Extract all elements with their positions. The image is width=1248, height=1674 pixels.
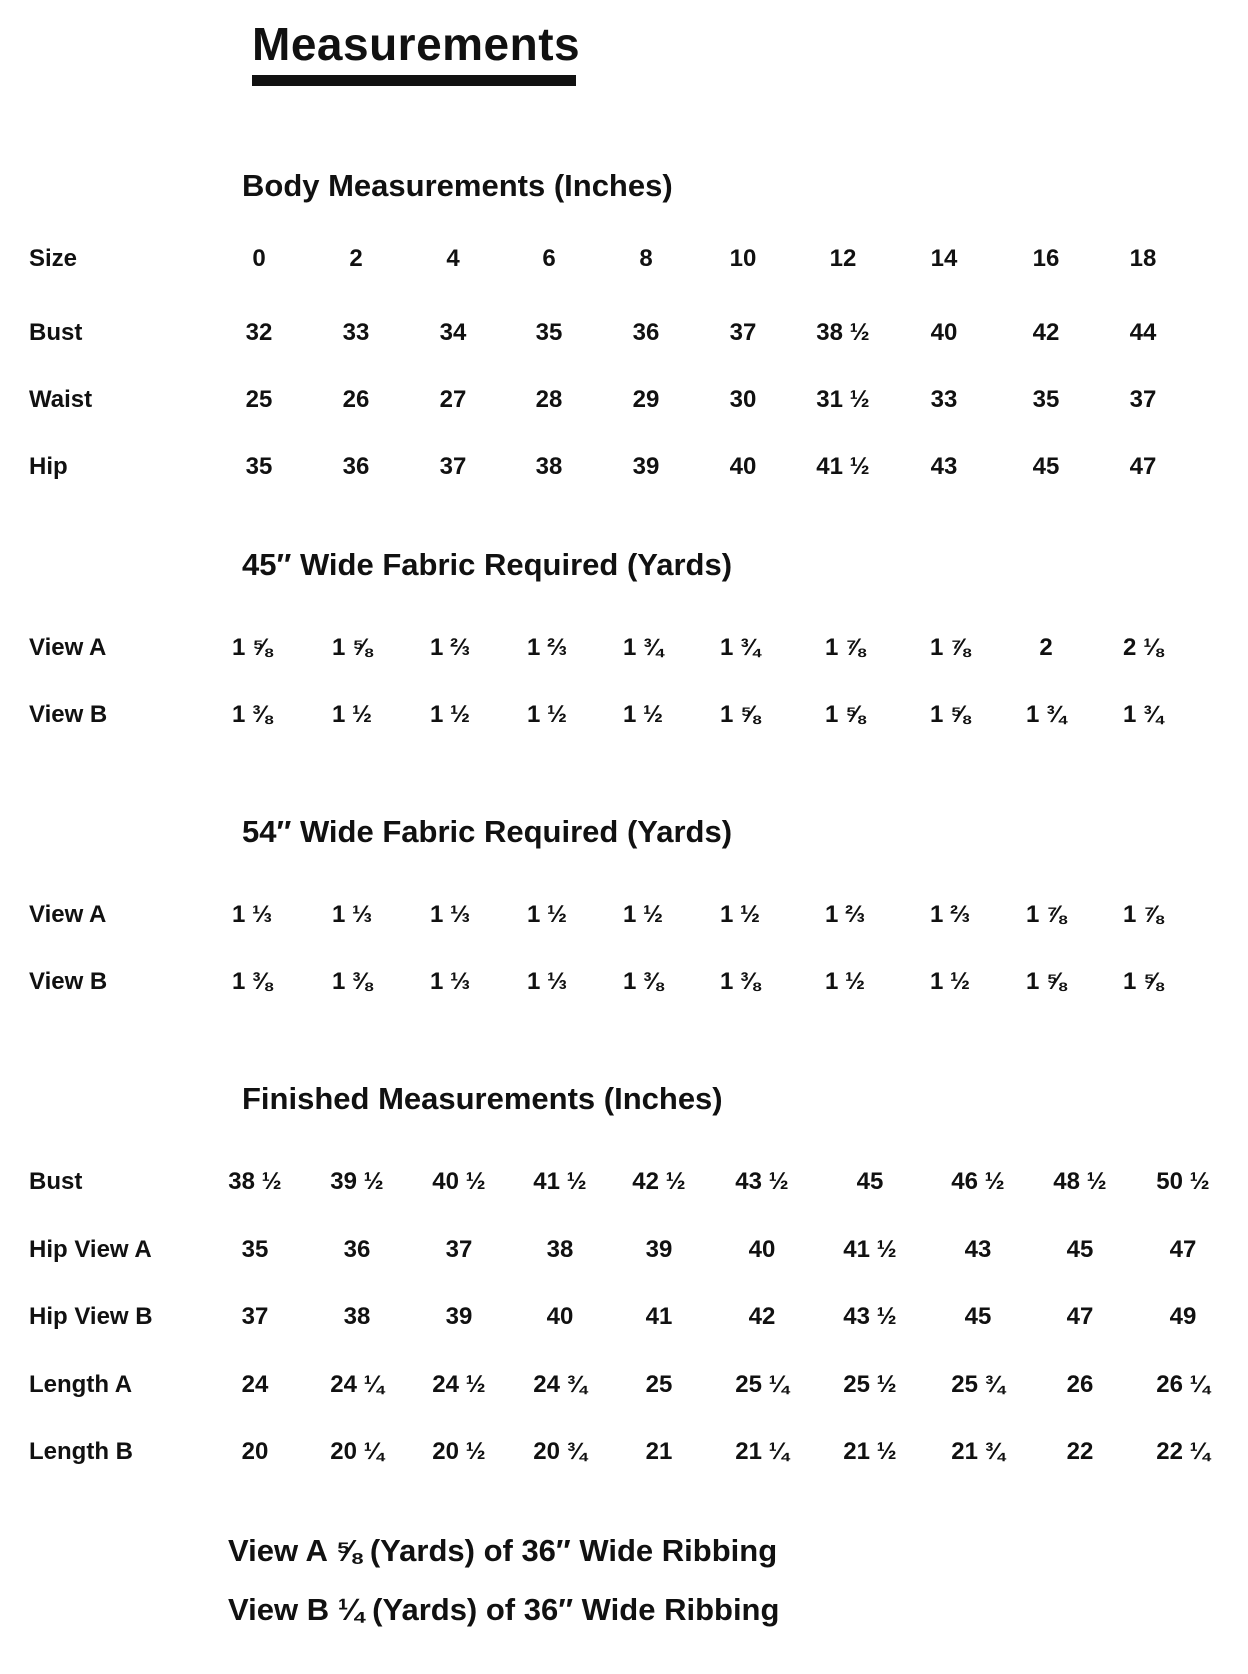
- fabric-54-cell: 1 ½: [929, 968, 971, 995]
- body-cell: 4: [446, 245, 460, 272]
- body-cell: 34: [439, 319, 467, 346]
- fabric-45-row-label: View A: [29, 634, 107, 661]
- fabric-45-cell: 1 ¾: [1025, 701, 1067, 728]
- finished-cell: 43 ½: [843, 1303, 897, 1330]
- finished-cell: 21 ¾: [951, 1438, 1005, 1465]
- ribbing-view-b: View B ¼ (Yards) of 36″ Wide Ribbing: [228, 1592, 780, 1627]
- fabric-45-cell: 1 ⅝: [929, 701, 971, 728]
- finished-cell: 47: [1169, 1236, 1197, 1263]
- fabric-45-heading: 45″ Wide Fabric Required (Yards): [242, 547, 733, 582]
- finished-cell: 41 ½: [843, 1236, 897, 1263]
- fabric-45-cell: 1 ⅜: [231, 701, 273, 728]
- finished-cell: 46 ½: [951, 1168, 1005, 1195]
- body-cell: 33: [342, 319, 370, 346]
- finished-cell: 41: [645, 1303, 673, 1330]
- finished-row-label: Length A: [29, 1371, 133, 1398]
- fabric-54-cell: 1 ½: [719, 901, 761, 928]
- finished-cell: 39: [645, 1236, 673, 1263]
- fabric-45-cell: 1 ⅞: [824, 634, 866, 661]
- finished-cell: 36: [343, 1236, 371, 1263]
- finished-cell: 20: [241, 1438, 269, 1465]
- fabric-54-cell: 1 ⅔: [929, 901, 971, 928]
- fabric-45-cell: 1 ¾: [719, 634, 761, 661]
- finished-cell: 21: [645, 1438, 673, 1465]
- fabric-54-cell: 1 ⅝: [1122, 968, 1164, 995]
- finished-cell: 24 ¼: [330, 1371, 384, 1398]
- fabric-45-cell: 1 ⅝: [719, 701, 761, 728]
- fabric-54-cell: 1 ⅓: [526, 968, 568, 995]
- body-cell: 10: [729, 245, 757, 272]
- body-cell: 35: [535, 319, 563, 346]
- fabric-45-cell: 2: [1039, 634, 1053, 661]
- fabric-45-cell: 1 ⅔: [526, 634, 568, 661]
- fabric-54-row-label: View B: [29, 968, 108, 995]
- fabric-45-cell: 1 ½: [331, 701, 373, 728]
- finished-cell: 45: [1066, 1236, 1094, 1263]
- finished-cell: 24 ¾: [533, 1371, 587, 1398]
- body-cell: 37: [1129, 386, 1157, 413]
- title-underline: [252, 75, 576, 86]
- body-cell: 26: [342, 386, 370, 413]
- body-cell: 0: [252, 245, 266, 272]
- finished-row-label: Bust: [29, 1168, 83, 1195]
- body-cell: 37: [729, 319, 757, 346]
- body-cell: 29: [632, 386, 660, 413]
- fabric-54-cell: 1 ½: [526, 901, 568, 928]
- finished-cell: 21 ½: [843, 1438, 897, 1465]
- body-cell: 36: [632, 319, 660, 346]
- finished-cell: 24: [241, 1371, 269, 1398]
- finished-cell: 40: [748, 1236, 776, 1263]
- finished-cell: 43: [964, 1236, 992, 1263]
- finished-cell: 26 ¼: [1156, 1371, 1210, 1398]
- finished-cell: 26: [1066, 1371, 1094, 1398]
- body-cell: 33: [930, 386, 958, 413]
- finished-cell: 42 ½: [632, 1168, 686, 1195]
- fabric-45-cell: 1 ⅝: [331, 634, 373, 661]
- body-cell: 41 ½: [816, 453, 870, 480]
- finished-cell: 39: [445, 1303, 473, 1330]
- fabric-54-cell: 1 ⅓: [429, 968, 471, 995]
- fabric-54-cell: 1 ½: [824, 968, 866, 995]
- body-cell: 44: [1129, 319, 1157, 346]
- finished-cell: 24 ½: [432, 1371, 486, 1398]
- body-measurements-heading: Body Measurements (Inches): [242, 168, 673, 203]
- fabric-45-cell: 1 ¾: [1122, 701, 1164, 728]
- body-cell: 14: [930, 245, 958, 272]
- body-cell: 6: [542, 245, 556, 272]
- body-row-label: Hip: [29, 453, 68, 480]
- finished-cell: 38 ½: [228, 1168, 282, 1195]
- body-cell: 39: [632, 453, 660, 480]
- finished-cell: 22 ¼: [1156, 1438, 1210, 1465]
- fabric-54-cell: 1 ⅝: [1025, 968, 1067, 995]
- body-cell: 35: [245, 453, 273, 480]
- fabric-45-row-label: View B: [29, 701, 108, 728]
- body-cell: 12: [829, 245, 857, 272]
- finished-cell: 20 ½: [432, 1438, 486, 1465]
- fabric-45-cell: 2 ⅛: [1122, 634, 1164, 661]
- fabric-54-cell: 1 ⅓: [231, 901, 273, 928]
- fabric-45-cell: 1 ⅝: [231, 634, 273, 661]
- finished-cell: 21 ¼: [735, 1438, 789, 1465]
- finished-measurements-heading: Finished Measurements (Inches): [242, 1081, 723, 1116]
- body-cell: 36: [342, 453, 370, 480]
- finished-row-label: Hip View A: [29, 1236, 152, 1263]
- finished-cell: 38: [343, 1303, 371, 1330]
- finished-cell: 25 ¾: [951, 1371, 1005, 1398]
- fabric-54-cell: 1 ⅜: [331, 968, 373, 995]
- fabric-45-cell: 1 ½: [526, 701, 568, 728]
- fabric-54-cell: 1 ½: [622, 901, 664, 928]
- body-cell: 27: [439, 386, 467, 413]
- fabric-54-cell: 1 ⅔: [824, 901, 866, 928]
- finished-cell: 50 ½: [1156, 1168, 1210, 1195]
- finished-cell: 43 ½: [735, 1168, 789, 1195]
- fabric-45-cell: 1 ½: [622, 701, 664, 728]
- finished-cell: 40: [546, 1303, 574, 1330]
- finished-cell: 25 ¼: [735, 1371, 789, 1398]
- body-cell: 38 ½: [816, 319, 870, 346]
- body-cell: 45: [1032, 453, 1060, 480]
- fabric-54-cell: 1 ⅓: [429, 901, 471, 928]
- body-row-label: Bust: [29, 319, 83, 346]
- finished-cell: 41 ½: [533, 1168, 587, 1195]
- body-cell: 40: [930, 319, 958, 346]
- finished-cell: 20 ¼: [330, 1438, 384, 1465]
- fabric-54-row-label: View A: [29, 901, 107, 928]
- body-cell: 47: [1129, 453, 1157, 480]
- body-cell: 40: [729, 453, 757, 480]
- body-cell: 8: [639, 245, 653, 272]
- finished-cell: 20 ¾: [533, 1438, 587, 1465]
- body-cell: 43: [930, 453, 958, 480]
- fabric-45-cell: 1 ⅞: [929, 634, 971, 661]
- body-cell: 16: [1032, 245, 1060, 272]
- finished-cell: 39 ½: [330, 1168, 384, 1195]
- body-row-label: Waist: [29, 386, 93, 413]
- finished-cell: 42: [748, 1303, 776, 1330]
- fabric-54-cell: 1 ⅓: [331, 901, 373, 928]
- page-title: Measurements: [252, 18, 581, 70]
- fabric-54-cell: 1 ⅞: [1025, 901, 1067, 928]
- finished-cell: 37: [445, 1236, 473, 1263]
- body-cell: 18: [1129, 245, 1157, 272]
- body-cell: 2: [349, 245, 363, 272]
- body-cell: 31 ½: [816, 386, 870, 413]
- fabric-54-cell: 1 ⅜: [231, 968, 273, 995]
- body-cell: 28: [535, 386, 563, 413]
- body-cell: 25: [245, 386, 273, 413]
- finished-cell: 38: [546, 1236, 574, 1263]
- finished-cell: 22: [1066, 1438, 1094, 1465]
- body-cell: 42: [1032, 319, 1060, 346]
- finished-row-label: Hip View B: [29, 1303, 153, 1330]
- body-cell: 35: [1032, 386, 1060, 413]
- fabric-54-heading: 54″ Wide Fabric Required (Yards): [242, 814, 733, 849]
- fabric-54-cell: 1 ⅞: [1122, 901, 1164, 928]
- finished-row-label: Length B: [29, 1438, 133, 1465]
- finished-cell: 45: [964, 1303, 992, 1330]
- finished-cell: 45: [856, 1168, 884, 1195]
- finished-cell: 49: [1169, 1303, 1197, 1330]
- body-cell: 32: [245, 319, 273, 346]
- body-cell: 38: [535, 453, 563, 480]
- body-cell: 37: [439, 453, 467, 480]
- finished-cell: 47: [1066, 1303, 1094, 1330]
- finished-cell: 35: [241, 1236, 269, 1263]
- body-cell: 30: [729, 386, 757, 413]
- fabric-45-cell: 1 ⅝: [824, 701, 866, 728]
- fabric-45-cell: 1 ¾: [622, 634, 664, 661]
- finished-cell: 25: [645, 1371, 673, 1398]
- ribbing-view-a: View A ⅝ (Yards) of 36″ Wide Ribbing: [228, 1533, 778, 1568]
- body-row-label: Size: [29, 245, 78, 272]
- fabric-54-cell: 1 ⅜: [622, 968, 664, 995]
- fabric-45-cell: 1 ⅔: [429, 634, 471, 661]
- finished-cell: 40 ½: [432, 1168, 486, 1195]
- finished-cell: 37: [241, 1303, 269, 1330]
- fabric-54-cell: 1 ⅜: [719, 968, 761, 995]
- finished-cell: 25 ½: [843, 1371, 897, 1398]
- fabric-45-cell: 1 ½: [429, 701, 471, 728]
- finished-cell: 48 ½: [1053, 1168, 1107, 1195]
